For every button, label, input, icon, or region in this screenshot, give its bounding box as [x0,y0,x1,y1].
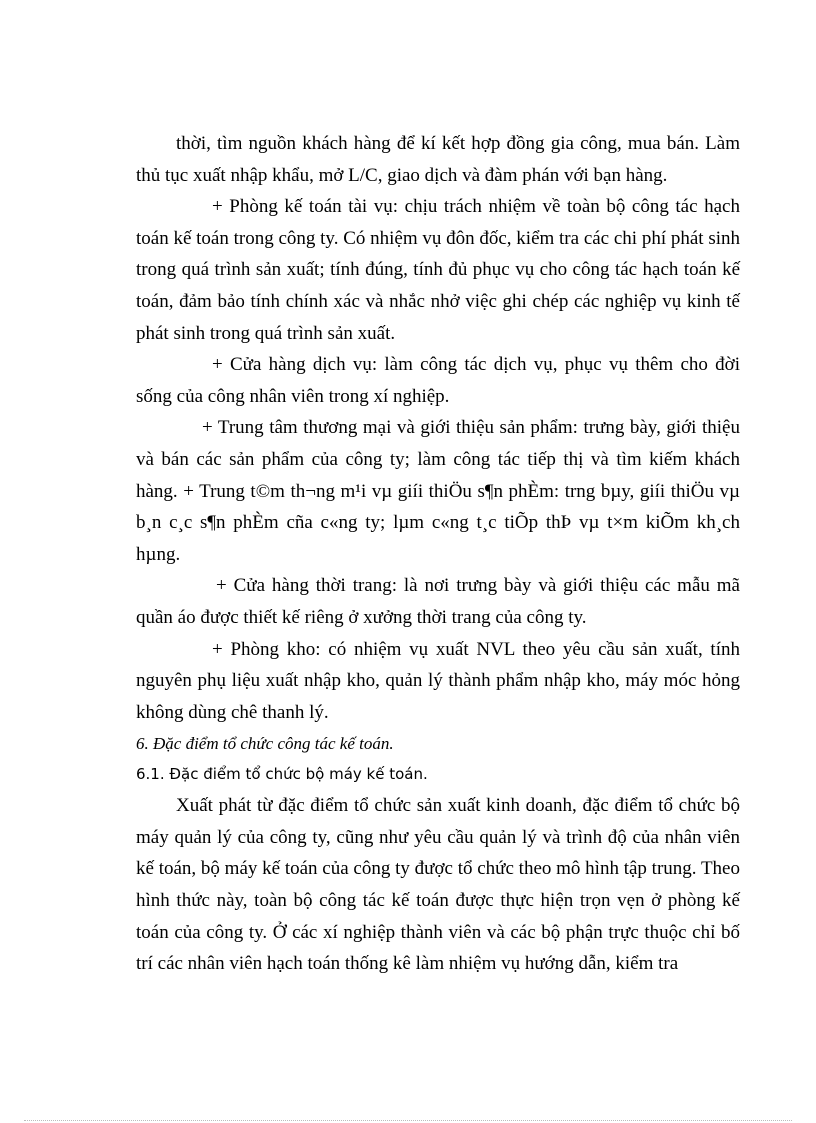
paragraph-import-export: thời, tìm nguồn khách hàng để kí kết hợp đồng gia công, mua bán. Làm thủ tục xuất nhập khẩu, mở L/C, giao dịch và đàm phán với bạn hàng. [136,133,740,186]
page-bottom-rule [24,1120,792,1121]
paragraph-trade-center: + Trung tâm thương mại và giới thiệu sản phẩm: trưng bày, giới thiệu và bán các sản phẩm của công ty; làm công tác tiếp thị và tìm kiếm khách hàng. + Trung t©m th¬ng m¹i vµ giíi thiÖu s¶n phÈm: trng bµy, giíi thiÖu vµ b¸n c¸c s¶n phÈm cña c«ng ty; lµm c«ng t¸c tiÕp thÞ vµ t×m kiÕm kh¸ch hµng. [136,417,740,565]
paragraph-accounting-department: + Phòng kế toán tài vụ: chịu trách nhiệm về toàn bộ công tác hạch toán kế toán trong công ty. Có nhiệm vụ đôn đốc, kiểm tra các chi phí phát sinh trong quá trình sản xuất; tính đúng, tính đủ phục vụ cho công tác hạch toán kế toán, đảm bảo tính chính xác và nhắc nhở việc ghi chép các nghiệp vụ kinh tế phát sinh trong quá trình sản xuất. [136,196,740,344]
paragraph-fashion-shop: + Cửa hàng thời trang: là nơi trưng bày và giới thiệu các mẫu mã quần áo được thiết kế riêng ở xưởng thời trang của công ty. [136,575,740,628]
paragraph-service-shop: + Cửa hàng dịch vụ: làm công tác dịch vụ, phục vụ thêm cho đời sống của công nhân viên trong xí nghiệp. [136,354,740,407]
section-6-1-heading: 6.1. Đặc điểm tổ chức bộ máy kế toán. [136,765,428,784]
paragraph-warehouse: + Phòng kho: có nhiệm vụ xuất NVL theo yêu cầu sản xuất, tính nguyên phụ liệu xuất nhập kho, quản lý thành phẩm nhập kho, máy móc hỏng không dùng chê thanh lý. [136,638,740,723]
paragraph-accounting-structure: Xuất phát từ đặc điểm tổ chức sản xuất kinh doanh, đặc điểm tổ chức bộ máy quản lý của công ty, cũng như yêu cầu quản lý và trình độ của nhân viên kế toán, bộ máy kế toán của công ty được tổ chức theo mô hình tập trung. Theo hình thức này, toàn bộ công tác kế toán được thực hiện trọn vẹn ở phòng kế toán của công ty. Ở các xí nghiệp thành viên và các bộ phận trực thuộc chỉ bố trí các nhân viên hạch toán thống kê làm nhiệm vụ hướng dẫn, kiểm tra [136,795,740,975]
document-body [136,128,740,980]
section-6-heading: 6. Đặc điểm tổ chức công tác kế toán. [136,734,394,754]
